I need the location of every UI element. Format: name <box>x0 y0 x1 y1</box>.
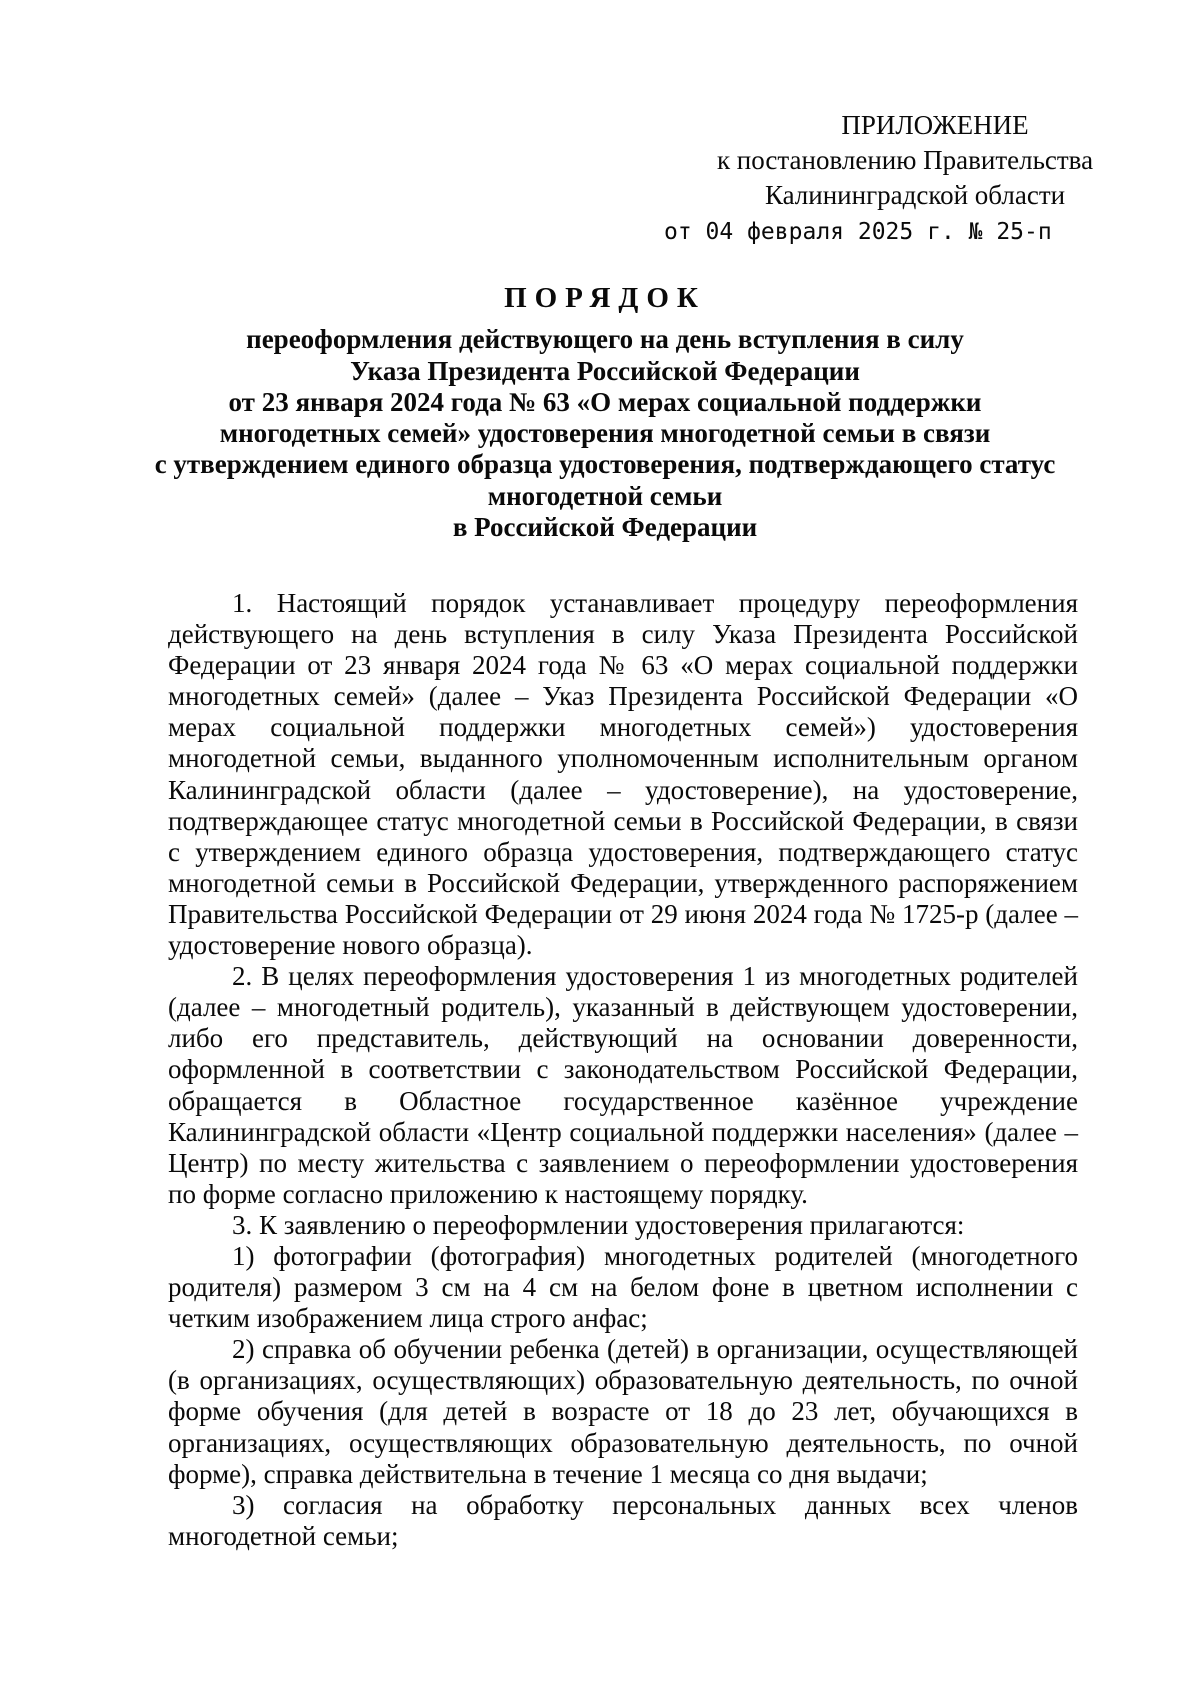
paragraph-3-item-1: 1) фотографии (фотография) многодетных родителей (многодетного родителя) размером 3 см на 4 см на белом фоне в цветном исполнении с четким изображением лица строго анфас; <box>168 1240 1078 1334</box>
document-title <box>140 283 1070 543</box>
appendix-title: ПРИЛОЖЕНИЕ <box>841 110 1029 140</box>
appendix-line-resolution: к постановлению Правительства <box>716 145 1094 175</box>
paragraph-2: 2. В целях переоформления удостоверения 1 из многодетных родителей (далее – многодетный родитель), указанный в действующем удостоверении, либо его представитель, действующий на основании доверенности, оформленной в соответствии с законодательством Российской Федерации, обращается в Областное государственное казённое учреждение Калининградской области «Центр социальной поддержки населения» (далее – Центр) по месту жительства с заявлением о переоформлении удостоверения по форме согласно приложению к настоящему порядку. <box>168 961 1078 1209</box>
document-body <box>168 588 1078 1552</box>
paragraph-1: 1. Настоящий порядок устанавливает процедуру переоформления действующего на день вступления в силу Указа Президента Российской Федерации от 23 января 2024 года № 63 «О мерах социальной поддержки многодетных семей» (далее – Указ Президента Российской Федерации «О мерах социальной поддержки многодетных семей») удостоверения многодетной семьи, выданного уполномоченным исполнительным органом Калининградской области (далее – удостоверение), на удостоверение, подтверждающее статус многодетной семьи в Российской Федерации, в связи с утверждением единого образца удостоверения, подтверждающего статус многодетной семьи в Российской Федерации, утвержденного распоряжением Правительства Российской Федерации от 29 июня 2024 года № 1725-р (далее – удостоверение нового образца). <box>168 588 1078 961</box>
title-line: многодетных семей» удостоверения многодетной семьи в связи <box>219 418 991 449</box>
title-line: в Российской Федерации <box>452 512 758 543</box>
paragraph-3: 3. К заявлению о переоформлении удостоверения прилагаются: <box>232 1209 965 1240</box>
paragraph-3-item-2: 2) справка об обучении ребенка (детей) в организации, осуществляющей (в организациях, осуществляющих) образовательную деятельность, по очной форме обучения (для детей в возрасте от 18 до 23 лет, обучающихся в организациях, осуществляющих образовательную деятельность, по очной форме), справка действительна в течение 1 месяца со дня выдачи; <box>168 1334 1078 1489</box>
appendix-line-date: от 04 февраля 2025 г. № 25-п <box>664 219 1052 245</box>
title-line: Указа Президента Российской Федерации <box>350 355 860 386</box>
title-line: многодетной семьи <box>487 480 723 511</box>
paragraph-3-item-3: 3) согласия на обработку персональных данных всех членов многодетной семьи; <box>168 1489 1078 1551</box>
appendix-line-region: Калининградской области <box>764 180 1066 210</box>
title-line: от 23 января 2024 года № 63 «О мерах социальной поддержки <box>228 386 982 417</box>
appendix-block <box>660 108 1150 250</box>
title-line: переоформления действующего на день вступления в силу <box>246 324 964 355</box>
title-heading: ПОРЯДОК <box>504 282 706 314</box>
title-line: с утверждением единого образца удостоверения, подтверждающего статус <box>154 449 1056 480</box>
